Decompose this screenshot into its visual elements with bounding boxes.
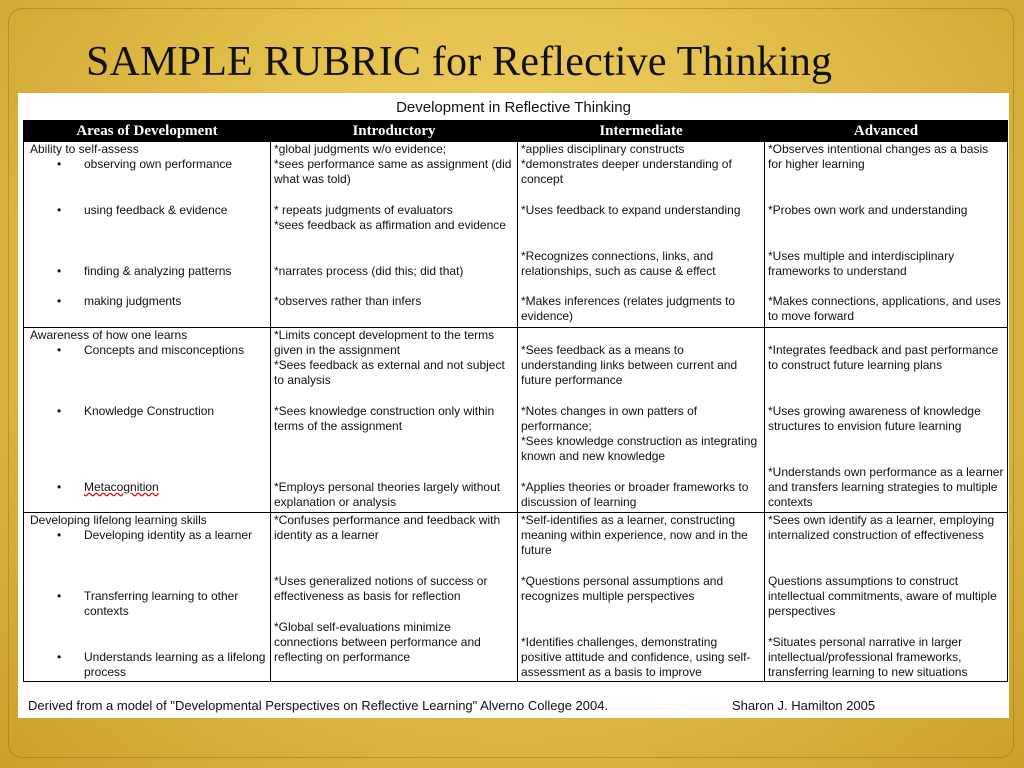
area-item [27,157,267,203]
criterion-text: *Uses multiple and interdisciplinary frameworks to understand [768,249,955,278]
introductory-cell [271,513,518,682]
area-item [27,203,267,264]
area-label: finding & analyzing patterns [84,264,232,278]
bullet-icon: • [57,157,62,171]
criterion-text: *Employs personal theories largely without explanation or analysis [274,480,501,509]
introductory-cell [271,328,518,513]
areas-cell [24,328,271,513]
area-item [27,404,267,480]
criterion-text: *Uses feedback to expand understanding [521,203,741,217]
area-label: Developing identity as a learner [84,528,253,542]
bullet-icon: • [57,650,62,664]
criterion-text: *Global self-evaluations minimize connections between performance and reflecting on performance [274,620,481,664]
bullet-icon: • [57,528,62,542]
section-row-lifelong-learning [24,513,1008,682]
intermediate-cell [518,328,765,513]
criterion-text: *Identifies challenges, demonstrating positive attitude and confidence, using self-assessment as a basis to improve [521,635,751,679]
header-intermediate: Intermediate [518,121,765,142]
area-label: Understands learning as a lifelong process [84,650,266,679]
area-label: Transferring learning to other contexts [84,589,239,618]
criterion-text: *Observes intentional changes as a basis for higher learning [768,142,989,171]
advanced-cell [765,328,1008,513]
area-label: Concepts and misconceptions [84,343,245,357]
area-item [27,294,267,324]
criterion-text: *Situates personal narrative in larger intellectual/professional frameworks, transferring learning to new situations [768,635,968,679]
section-row-self-assess [24,142,1008,328]
criterion-text: *Sees own identify as a learner, employing internalized construction of effectiveness [768,513,995,542]
criterion-text: *Recognizes connections, links, and relationships, such as cause & effect [521,249,716,278]
criterion-text: *Self-identifies as a learner, constructing meaning within experience, now and in the future [521,513,748,557]
header-introductory: Introductory [271,121,518,142]
criterion-text: *Uses growing awareness of knowledge structures to envision future learning [768,404,981,433]
section-title: Ability to self-assess [30,142,139,156]
criterion-text: *Makes inferences (relates judgments to evidence) [521,294,736,323]
area-label: observing own performance [84,157,233,171]
bullet-icon: • [57,404,62,418]
advanced-cell [765,142,1008,328]
intermediate-cell [518,513,765,682]
area-label: Knowledge Construction [84,404,215,418]
area-item [27,528,267,589]
criterion-text: *Sees knowledge construction only within terms of the assignment [274,404,495,433]
criterion-text: *narrates process (did this; did that) [274,264,464,278]
advanced-cell [765,513,1008,682]
header-row [24,121,1008,142]
criterion-text: *Sees feedback as a means to understanding links between current and future performance [521,343,738,387]
criterion-text: Questions assumptions to construct intellectual commitments, aware of multiple perspectives [768,574,997,618]
areas-cell [24,142,271,328]
rubric-caption: Development in Reflective Thinking [396,99,631,116]
area-label: Metacognition [84,480,159,494]
intermediate-cell [518,142,765,328]
bullet-icon: • [57,203,62,217]
areas-cell [24,513,271,682]
criterion-text: *Understands own performance as a learner and transfers learning strategies to multiple contexts [768,465,1004,509]
section-title: Developing lifelong learning skills [30,513,207,527]
area-label: making judgments [84,294,182,308]
criterion-text: *Makes connections, applications, and uses to move forward [768,294,1001,323]
slide-title: SAMPLE RUBRIC for Reflective Thinking [86,39,833,85]
source-attribution: Derived from a model of "Developmental Perspectives on Reflective Learning" Alverno College 2004. [28,698,609,713]
criterion-text: *Confuses performance and feedback with identity as a learner [274,513,501,542]
area-item [27,650,267,680]
criterion-text: *Probes own work and understanding [768,203,968,217]
criterion-text: *observes rather than infers [274,294,422,308]
header-advanced: Advanced [765,121,1008,142]
section-title: Awareness of how one learns [30,328,188,342]
bullet-icon: • [57,264,62,278]
bullet-icon: • [57,294,62,308]
rubric-table [23,120,1008,682]
area-label: using feedback & evidence [84,203,228,217]
criterion-text: *Notes changes in own patters of performance; *Sees knowledge construction as integrating known and new knowledge [521,404,758,463]
rubric-sheet [18,93,1009,718]
introductory-cell [271,142,518,328]
header-areas: Areas of Development [24,121,271,142]
section-row-how-one-learns [24,328,1008,513]
bullet-icon: • [57,589,62,603]
criterion-text: *Questions personal assumptions and recognizes multiple perspectives [521,574,724,603]
criterion-text: *Limits concept development to the terms given in the assignment *Sees feedback as external and not subject to analysis [274,328,505,387]
criterion-text: * repeats judgments of evaluators *sees feedback as affirmation and evidence [274,203,506,232]
criterion-text: *Applies theories or broader frameworks to discussion of learning [521,480,749,509]
criterion-text: *Integrates feedback and past performance to construct future learning plans [768,343,999,372]
criterion-text: *Uses generalized notions of success or effectiveness as basis for reflection [274,574,488,603]
author-credit: Sharon J. Hamilton 2005 [732,698,876,713]
area-item [27,343,267,404]
criterion-text: *applies disciplinary constructs *demonstrates deeper understanding of concept [521,142,732,186]
area-item [27,589,267,650]
criterion-text: *global judgments w/o evidence; *sees performance same as assignment (did what was told) [274,142,512,186]
bullet-icon: • [57,480,62,494]
bullet-icon: • [57,343,62,357]
area-item [27,480,267,510]
area-item [27,264,267,294]
